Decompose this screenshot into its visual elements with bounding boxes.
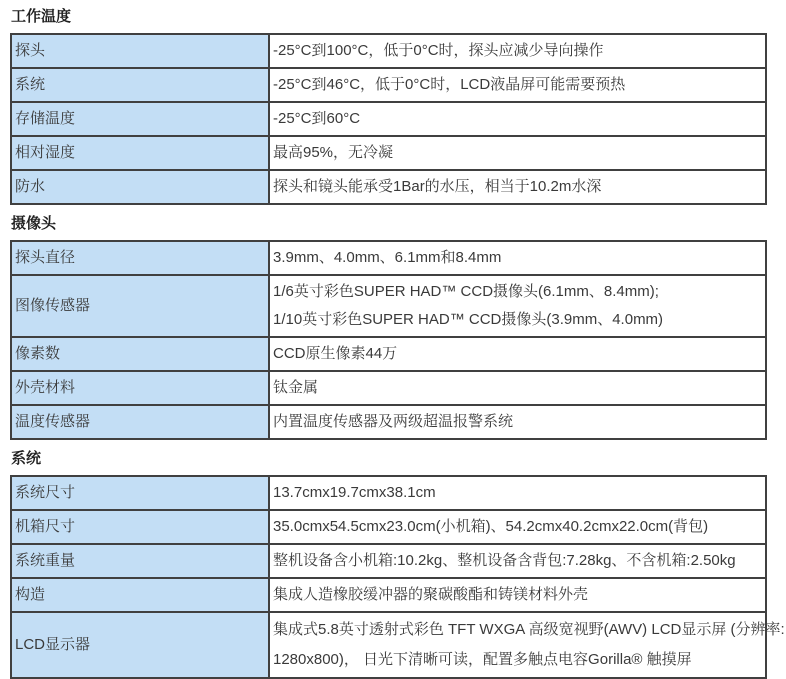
spec-label: [11, 578, 269, 612]
camera-table: [10, 240, 767, 440]
table-row: [11, 68, 766, 102]
table-row: [11, 241, 766, 275]
spec-label-text: 图像传感器: [15, 297, 91, 314]
spec-value-text: 最高95%，无冷凝: [273, 144, 394, 161]
spec-label: [11, 34, 269, 68]
spec-value-text: -25°C到60°C: [273, 110, 361, 127]
table-row: [11, 476, 766, 510]
spec-label: [11, 136, 269, 170]
spec-value: [269, 612, 785, 678]
spec-label: [11, 405, 269, 439]
spec-label: [11, 241, 269, 275]
spec-value: [269, 405, 766, 439]
table-row: [11, 405, 766, 439]
spec-label: [11, 371, 269, 405]
section-camera: [10, 215, 786, 440]
spec-label: [11, 68, 269, 102]
table-row: [11, 34, 766, 68]
spec-label-text: 像素数: [15, 345, 61, 362]
spec-value: [269, 510, 766, 544]
spec-label-text: 探头: [15, 42, 46, 59]
spec-value: [269, 275, 766, 337]
working-temperature-table: [10, 33, 767, 205]
spec-value-text: 探头和镜头能承受1Bar的水压，相当于10.2m水深: [273, 178, 602, 195]
spec-value: [269, 544, 766, 578]
spec-value-text: 13.7cmx19.7cmx38.1cm: [273, 484, 436, 501]
spec-value-text: 1/6英寸彩色SUPER HAD™ CCD摄像头(6.1mm、8.4mm);: [273, 283, 659, 300]
spec-label-text: 机箱尺寸: [15, 518, 76, 535]
table-row: [11, 337, 766, 371]
table-row: [11, 510, 766, 544]
spec-value-text: 钛金属: [273, 379, 319, 396]
spec-value: [269, 170, 766, 204]
spec-value: [269, 102, 766, 136]
spec-label: [11, 544, 269, 578]
spec-label-text: 系统尺寸: [15, 484, 76, 501]
spec-label-text: 相对湿度: [15, 144, 76, 161]
spec-label: [11, 612, 269, 678]
spec-value: [269, 337, 766, 371]
spec-value-text: 1/10英寸彩色SUPER HAD™ CCD摄像头(3.9mm、4.0mm): [273, 311, 664, 328]
spec-value-text: CCD原生像素44万: [273, 345, 398, 362]
section-title: 系统: [11, 450, 42, 467]
spec-label-text: 系统重量: [15, 552, 76, 569]
spec-label-text: 探头直径: [15, 249, 76, 266]
spec-label-text: 构造: [15, 586, 46, 603]
table-row: [11, 612, 766, 678]
spec-value-text: 集成人造橡胶缓冲器的聚碳酸酯和铸镁材料外壳: [273, 586, 589, 603]
table-row: [11, 170, 766, 204]
spec-value: [269, 241, 766, 275]
spec-label: [11, 337, 269, 371]
spec-label-text: LCD显示器: [15, 636, 91, 653]
spec-value: [269, 136, 766, 170]
table-row: [11, 371, 766, 405]
spec-label: [11, 510, 269, 544]
spec-label-text: 外壳材料: [15, 379, 76, 396]
section-title: 摄像头: [11, 215, 57, 232]
spec-value: [269, 578, 766, 612]
spec-value-text: 3.9mm、4.0mm、6.1mm和8.4mm: [273, 249, 502, 266]
section-working-temperature: [10, 8, 786, 205]
spec-value: [269, 68, 766, 102]
table-row: [11, 136, 766, 170]
spec-value: [269, 371, 766, 405]
spec-value-text: -25°C到46°C，低于0°C时，LCD液晶屏可能需要预热: [273, 76, 626, 93]
section-system: [10, 450, 786, 679]
spec-label: [11, 275, 269, 337]
spec-label-text: 温度传感器: [15, 413, 91, 430]
spec-value-text: 1280x800)， 日光下清晰可读，配置多触点电容Gorilla® 触摸屏: [273, 651, 692, 668]
table-row: [11, 578, 766, 612]
spec-value: [269, 34, 766, 68]
spec-value-text: 整机设备含小机箱:10.2kg、整机设备含背包:7.28kg、不含机箱:2.50kg: [273, 552, 736, 569]
spec-label: [11, 170, 269, 204]
system-table: [10, 475, 785, 679]
spec-value-text: -25°C到100°C，低于0°C时，探头应减少导向操作: [273, 42, 604, 59]
table-row: [11, 544, 766, 578]
spec-value: [269, 476, 766, 510]
section-title: 工作温度: [11, 8, 72, 25]
spec-label-text: 系统: [15, 76, 46, 93]
spec-label-text: 防水: [15, 178, 46, 195]
spec-value-text: 集成式5.8英寸透射式彩色 TFT WXGA 高级宽视野(AWV) LCD显示屏 (分辨率:: [273, 621, 785, 638]
table-row: [11, 102, 766, 136]
spec-value-text: 内置温度传感器及两级超温报警系统: [273, 413, 514, 430]
spec-label-text: 存储温度: [15, 110, 76, 127]
spec-value-text: 35.0cmx54.5cmx23.0cm(小机箱)、54.2cmx40.2cmx22.0cm(背包): [273, 518, 709, 535]
table-row: [11, 275, 766, 337]
spec-label: [11, 476, 269, 510]
spec-label: [11, 102, 269, 136]
